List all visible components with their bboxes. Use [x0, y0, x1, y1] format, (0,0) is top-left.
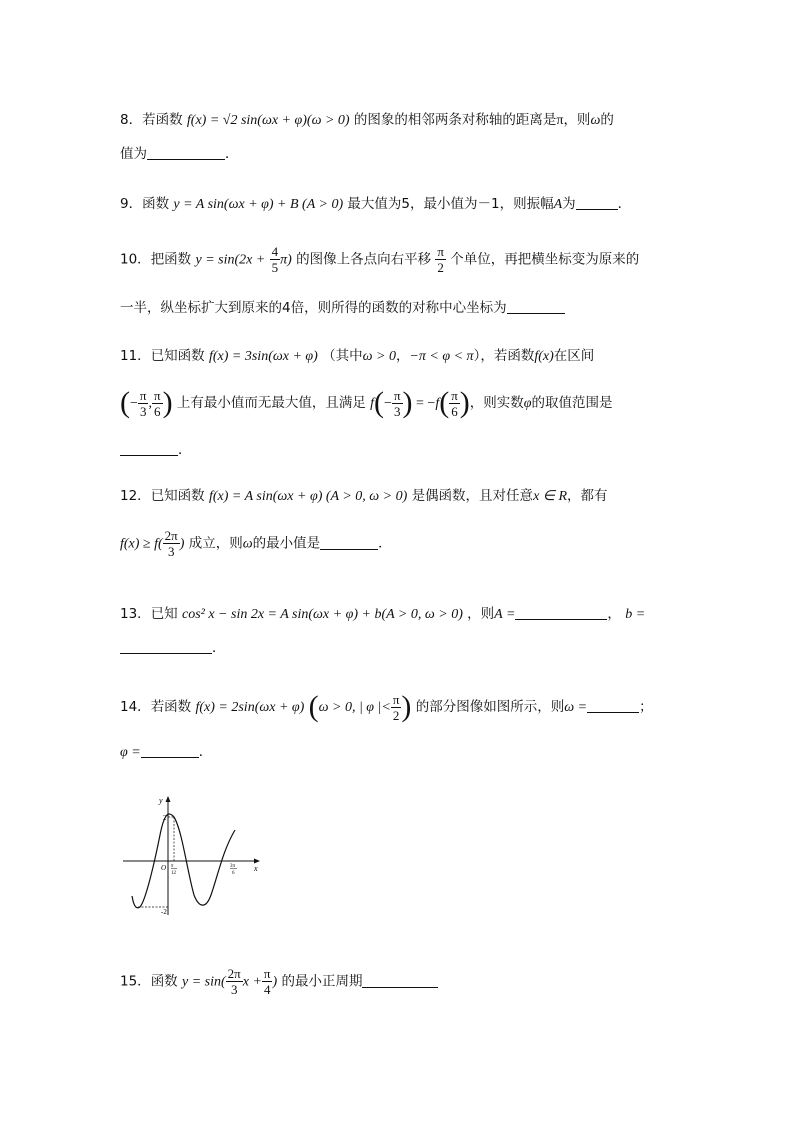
- q11-fx: f(x): [534, 349, 554, 364]
- q11-interval-open: (: [120, 386, 130, 419]
- q15-text-2: 的最小正周期: [281, 973, 363, 990]
- q8-text-2: 的图象的相邻两条对称轴的距离是: [353, 112, 557, 128]
- q15-formula-left: y = sin(: [181, 974, 226, 990]
- tick-pi12-den: 12: [171, 871, 176, 876]
- q13-answer-b[interactable]: [120, 639, 212, 654]
- tick-3pi6-num: 3π: [230, 864, 236, 869]
- q14-formula: f(x) = 2sin(ωx + φ): [195, 700, 305, 715]
- q12-text-3: ，都有: [567, 488, 608, 504]
- q8-formula: f(x) = √2 sin(ωx + φ)(ω > 0): [186, 113, 350, 128]
- x-axis-label: x: [254, 864, 258, 873]
- q8-pi: π: [556, 113, 564, 128]
- q8-text-4: 的: [600, 112, 614, 128]
- q11-minus: −: [130, 396, 138, 411]
- x-axis-arrow: [254, 859, 260, 864]
- q12-cond: x ∈ R: [533, 489, 568, 504]
- origin-label: O: [161, 864, 167, 872]
- q11-phi: φ: [523, 396, 532, 411]
- q13-formula: cos² x − sin 2x = A sin(ωx + φ) + b(A > 0, ω > 0): [181, 607, 463, 622]
- q9-number: 9．: [120, 196, 143, 212]
- q12-text-5: 的最小值是: [252, 535, 321, 552]
- q12-text-1: 已知函数: [150, 488, 205, 504]
- question-10: [120, 244, 639, 275]
- q14-number: 14．: [120, 699, 151, 715]
- q15-number: 15．: [120, 973, 151, 990]
- q11-interval-close: ): [162, 386, 173, 419]
- q10-answer-blank[interactable]: [507, 299, 565, 314]
- q11-interval-a: $\frac{\pi}{3}$: [139, 387, 147, 419]
- q12-text-2: 是偶函数，且对任意: [411, 488, 534, 504]
- question-11: [120, 344, 594, 365]
- q12-answer-blank[interactable]: [320, 535, 378, 550]
- q11-interval-b: $\frac{\pi}{6}$: [153, 387, 161, 419]
- q15-text-1: 函数: [150, 973, 178, 990]
- q14-omega: ω =: [564, 700, 588, 715]
- q14-text-1: 若函数: [150, 699, 192, 715]
- q11-comma: ,: [148, 396, 152, 411]
- y-min-label: -2: [161, 908, 167, 916]
- sine-graph: [120, 790, 265, 920]
- q14-cond-frac: $\frac{\pi}{2}$: [392, 691, 400, 723]
- q8-text-3: ，则: [563, 112, 591, 128]
- q13-b: b =: [625, 607, 646, 622]
- q12-ineq-right: ): [179, 536, 185, 552]
- question-12: [120, 484, 608, 505]
- question-14: 14．若函数 f(x) = 2sin(ωx + φ) (ω > 0, | φ |< $\frac{\pi}{2}$ ) 的部分图像如图所示，则ω = ；: [120, 690, 653, 723]
- q10-fraction: $\frac{4}{5}$: [271, 244, 279, 275]
- q13-text-2: ，则: [467, 606, 495, 622]
- q12-text-6: ．: [378, 535, 392, 552]
- q12-omega: ω: [242, 536, 253, 552]
- question-11-line3: [120, 438, 192, 458]
- q11-text-3: ，: [395, 348, 410, 364]
- q8-omega: ω: [590, 113, 601, 128]
- question-9: [120, 192, 631, 213]
- q12-formula: f(x) = A sin(ωx + φ) (A > 0, ω > 0): [208, 489, 408, 504]
- q12-text-4: 成立，则: [188, 535, 243, 552]
- q11-text-4: ），若函数: [473, 348, 535, 364]
- q9-text-3: 为: [562, 196, 576, 212]
- q13-text-1: 已知: [150, 606, 178, 622]
- q11-cond-omega: ω > 0: [362, 349, 396, 364]
- q15-formula-right: ): [272, 974, 278, 990]
- q14-answer-phi[interactable]: [141, 743, 199, 758]
- q11-text-6: 上有最小值而无最大值，且满足: [176, 395, 366, 411]
- q9-formula: y = A sin(ωx + φ) + B (A > 0): [173, 197, 344, 212]
- q9-text-2: 最大值为5，最小值为－1，则振幅: [347, 196, 554, 212]
- q9-text-1: 函数: [142, 196, 170, 212]
- q12-ineq-frac: $\frac{2\pi}{3}$: [164, 528, 178, 559]
- question-12-line2: [120, 528, 392, 559]
- q11-cond-frac-b: $\frac{\pi}{6}$: [451, 387, 458, 419]
- q8-text-1: 若函数: [142, 112, 183, 128]
- question-11-line2: (− $\frac{\pi}{3}$ , $\frac{\pi}{6}$ ) 上有最小值而无最大值，且满足 f(− $\frac{\pi}{3}$ ) = −f( $\frac{\pi}{6}$ )，则实数φ的取值范围是: [120, 386, 613, 419]
- q15-frac-2: $\frac{\pi}{4}$: [263, 966, 271, 997]
- q9-text-4: ．: [617, 196, 632, 212]
- q14-text-4: ．: [198, 744, 213, 760]
- q8-answer-blank[interactable]: [147, 145, 225, 160]
- q9-answer-blank[interactable]: [576, 195, 618, 210]
- q11-text-8: 的取值范围是: [531, 395, 613, 411]
- q10-text-2: 的图像上各点向右平移: [296, 251, 432, 268]
- q14-text-3: ；: [639, 699, 653, 715]
- question-8-line2: [120, 142, 239, 162]
- q13-A: A =: [494, 607, 516, 622]
- question-14-line2: [120, 740, 212, 761]
- question-13: [120, 602, 645, 623]
- question-10-line2: [120, 296, 565, 316]
- q11-text-7: ，则实数: [469, 395, 524, 411]
- q10-text-4: 一半，纵坐标扩大到原来的4倍，则所得的函数的对称中心坐标为: [120, 300, 507, 316]
- q8-number: 8．: [120, 112, 143, 128]
- q10-text-1: 把函数: [150, 251, 192, 268]
- q11-condition-f1: f: [370, 396, 375, 411]
- q14-phi: φ =: [120, 745, 141, 760]
- q8-text-5: 值为: [120, 146, 147, 162]
- q11-text-1: 已知函数: [150, 348, 205, 364]
- q11-text-5: 在区间: [553, 348, 595, 364]
- q14-answer-omega[interactable]: [587, 698, 639, 713]
- q15-mid: x +: [242, 974, 262, 990]
- q11-cond-frac-a: $\frac{\pi}{3}$: [393, 387, 401, 419]
- q13-number: 13．: [120, 606, 151, 622]
- q11-formula: f(x) = 3sin(ωx + φ): [208, 349, 318, 364]
- q10-shift-fraction: $\frac{\pi}{2}$: [437, 244, 444, 275]
- q8-text-6: ．: [225, 146, 239, 162]
- q11-condition-f2: f: [435, 396, 440, 411]
- q9-A: A: [553, 197, 563, 212]
- q11-text-2: （其中: [322, 348, 363, 364]
- q11-text-9: ．: [178, 442, 192, 458]
- q10-text-3: 个单位，再把横坐标变为原来的: [450, 251, 640, 268]
- q11-number: 11．: [120, 348, 151, 364]
- q14-cond-left: ω > 0, | φ |<: [318, 700, 391, 715]
- q12-ineq-left: f(x) ≥ f(: [120, 536, 163, 552]
- q15-answer-blank[interactable]: [362, 973, 438, 988]
- y-max-label: 2: [163, 814, 167, 822]
- tick-pi12-num: π: [171, 864, 174, 869]
- y-axis-arrow: [166, 796, 171, 802]
- question-15: [120, 966, 438, 997]
- q14-text-2: 的部分图像如图所示，则: [415, 699, 565, 715]
- q11-answer-blank[interactable]: [120, 441, 178, 456]
- question-13-line2: [120, 636, 226, 656]
- q15-frac-1: $\frac{2\pi}{3}$: [227, 966, 241, 997]
- q12-number: 12．: [120, 488, 151, 504]
- y-axis-label: y: [159, 796, 163, 805]
- tick-3pi6-den: 6: [232, 871, 235, 876]
- q11-cond-phi: −π < φ < π: [409, 349, 474, 364]
- q13-text-4: ．: [212, 640, 226, 656]
- q10-formula-right: π): [280, 252, 292, 268]
- q10-number: 10．: [120, 251, 151, 268]
- question-8: [120, 108, 614, 129]
- q13-text-3: ，: [607, 606, 621, 622]
- q10-formula-left: y = sin(2x +: [195, 252, 266, 268]
- q13-answer-A[interactable]: [515, 605, 607, 620]
